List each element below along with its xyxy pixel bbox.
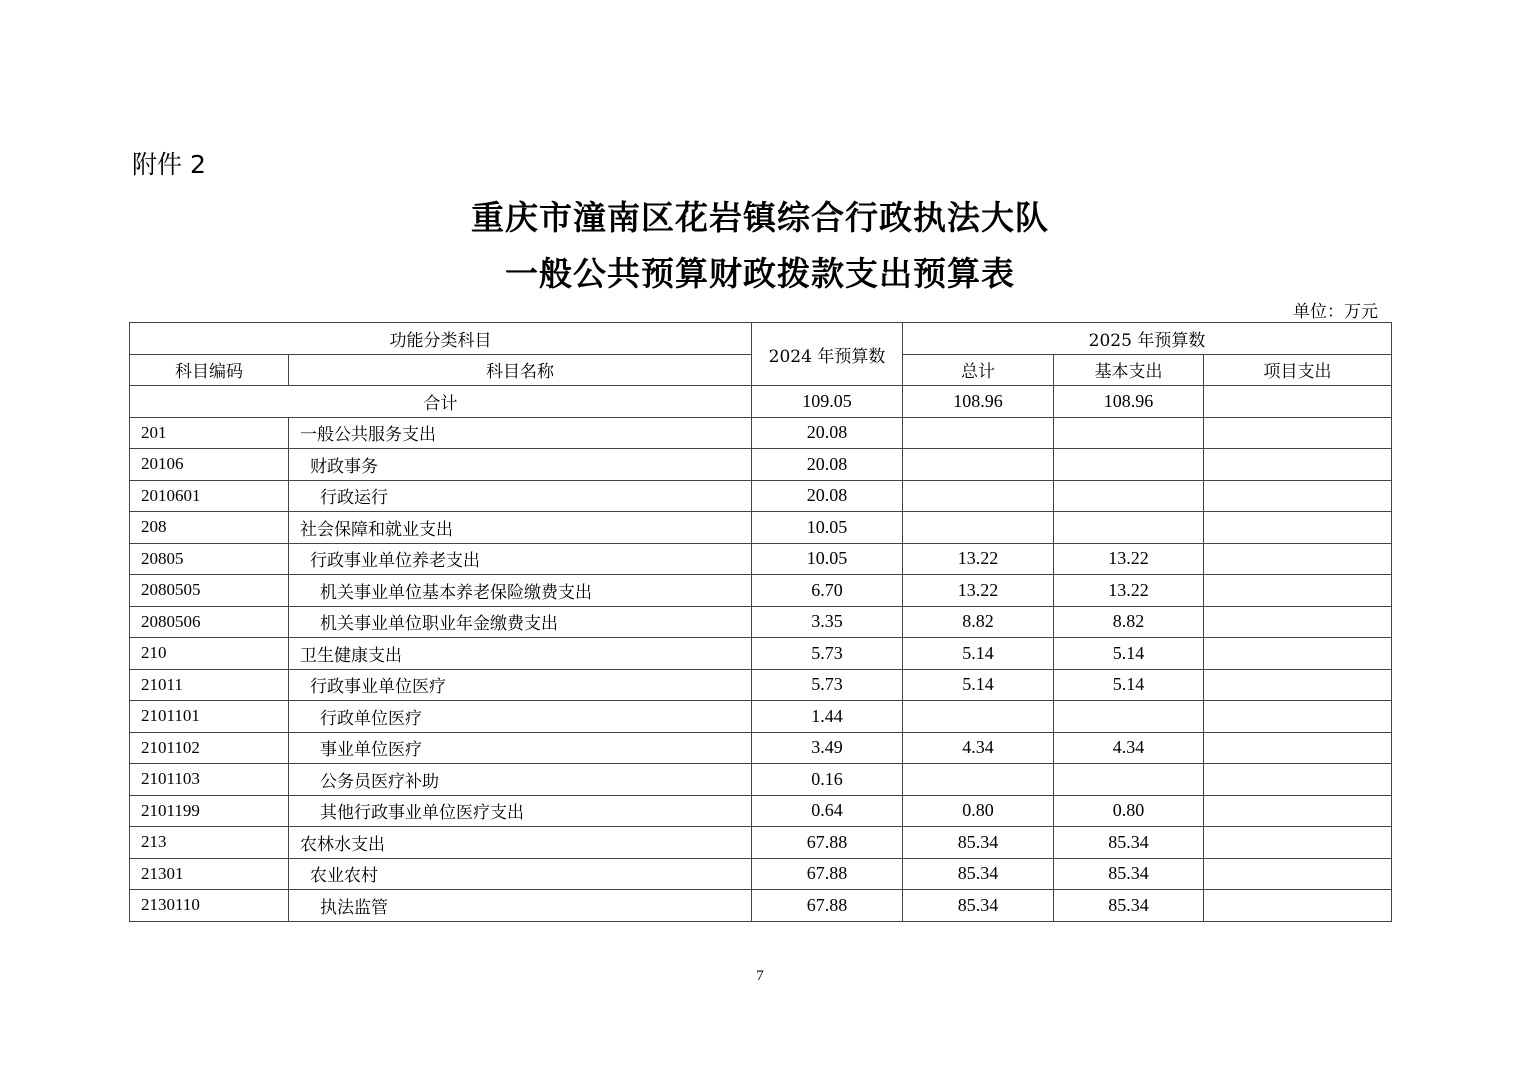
budget-2025-project-cell [1204,606,1392,638]
subject-name-cell: 财政事务 [289,449,752,481]
subject-name-cell: 机关事业单位基本养老保险缴费支出 [289,575,752,607]
budget-2025-project-cell [1204,764,1392,796]
table-row [130,638,1392,670]
subject-code-cell: 210 [130,638,289,670]
budget-2025-basic-cell [1054,417,1204,449]
subject-code-cell: 20805 [130,543,289,575]
document-title-line2: 一般公共预算财政拨款支出预算表 [505,254,1015,293]
subject-name-cell: 公务员医疗补助 [289,764,752,796]
subject-code-cell: 2101199 [130,795,289,827]
budget-2025-basic-cell: 85.34 [1054,858,1204,890]
budget-2024-cell: 6.70 [752,575,903,607]
subject-code-header: 科目编码 [130,354,289,386]
budget-2025-total-cell: 5.14 [903,669,1054,701]
table-row [130,512,1392,544]
budget-2025-total-cell [903,512,1054,544]
budget-2025-project-cell [1204,858,1392,890]
budget-2024-cell: 3.35 [752,606,903,638]
budget-2025-basic-cell: 4.34 [1054,732,1204,764]
subject-code-cell: 2101103 [130,764,289,796]
budget-2024-cell: 10.05 [752,543,903,575]
budget-2025-total-cell: 4.34 [903,732,1054,764]
budget-2025-project-cell [1204,732,1392,764]
budget-2025-project-cell [1204,827,1392,859]
document-title-line1: 重庆市潼南区花岩镇综合行政执法大队 [471,198,1049,237]
budget-2025-total-cell [903,417,1054,449]
budget-2024-cell: 3.49 [752,732,903,764]
budget-2025-project-cell [1204,701,1392,733]
subject-code-cell: 208 [130,512,289,544]
budget-2025-basic-cell [1054,512,1204,544]
budget-2025-project-cell [1204,512,1392,544]
budget-2025-project-cell [1204,669,1392,701]
table-row [130,795,1392,827]
table-row [130,480,1392,512]
table-row [130,543,1392,575]
table-row [130,701,1392,733]
budget-2025-total-cell [903,480,1054,512]
budget-2025-total-cell: 13.22 [903,543,1054,575]
budget-2025-basic-cell [1054,701,1204,733]
table-row [130,449,1392,481]
budget-2025-total-cell [903,701,1054,733]
budget-2025-basic-cell: 13.22 [1054,543,1204,575]
budget-2024-cell: 0.64 [752,795,903,827]
table-row [130,858,1392,890]
subject-name-cell: 行政单位医疗 [289,701,752,733]
budget-2024-header: 2024 年预算数 [752,323,903,386]
subject-name-cell: 农业农村 [289,858,752,890]
budget-2025-project-cell [1204,890,1392,922]
budget-2025-total-cell: 85.34 [903,858,1054,890]
table-row [130,732,1392,764]
subject-name-cell: 一般公共服务支出 [289,417,752,449]
budget-2024-cell: 10.05 [752,512,903,544]
subject-code-cell: 2010601 [130,480,289,512]
budget-2024-cell: 67.88 [752,858,903,890]
budget-2025-total-cell: 85.34 [903,827,1054,859]
budget-2025-total-cell: 0.80 [903,795,1054,827]
budget-2025-total-cell [903,449,1054,481]
subject-name-cell: 行政事业单位医疗 [289,669,752,701]
subject-name-cell: 其他行政事业单位医疗支出 [289,795,752,827]
budget-2025-basic-cell: 8.82 [1054,606,1204,638]
subject-name-cell: 事业单位医疗 [289,732,752,764]
table-row [130,890,1392,922]
budget-2025-project-cell [1204,480,1392,512]
subject-name-cell: 行政运行 [289,480,752,512]
budget-table [129,322,1392,922]
table-row [130,764,1392,796]
project-expenditure-header: 项目支出 [1204,354,1392,386]
subject-code-cell: 2080505 [130,575,289,607]
page-number: 7 [756,968,764,984]
total-2025-project-value [1204,386,1392,418]
total-2024-value: 109.05 [752,386,903,418]
subject-name-cell: 执法监管 [289,890,752,922]
subject-name-cell: 卫生健康支出 [289,638,752,670]
budget-2025-project-cell [1204,795,1392,827]
budget-2024-cell: 20.08 [752,449,903,481]
budget-2024-cell: 0.16 [752,764,903,796]
budget-2025-project-cell [1204,575,1392,607]
budget-2024-cell: 1.44 [752,701,903,733]
total-2025-total-value: 108.96 [903,386,1054,418]
subject-name-header: 科目名称 [289,354,752,386]
subject-name-cell: 机关事业单位职业年金缴费支出 [289,606,752,638]
total-label: 合计 [130,386,752,418]
attachment-label: 附件 2 [132,150,206,179]
unit-label: 单位：万元 [1293,302,1378,322]
total-header: 总计 [903,354,1054,386]
subject-code-cell: 20106 [130,449,289,481]
budget-2025-basic-cell [1054,480,1204,512]
budget-2025-basic-cell: 13.22 [1054,575,1204,607]
budget-2025-total-cell: 85.34 [903,890,1054,922]
budget-2025-project-cell [1204,638,1392,670]
budget-2025-project-cell [1204,543,1392,575]
table-row [130,827,1392,859]
subject-name-cell: 社会保障和就业支出 [289,512,752,544]
budget-2025-total-cell: 13.22 [903,575,1054,607]
header-row-1 [130,323,1392,355]
budget-2024-cell: 20.08 [752,417,903,449]
subject-code-cell: 2101101 [130,701,289,733]
budget-2025-basic-cell [1054,449,1204,481]
table-row [130,669,1392,701]
budget-2024-cell: 5.73 [752,669,903,701]
budget-2025-basic-cell: 5.14 [1054,669,1204,701]
budget-2025-total-cell [903,764,1054,796]
budget-2024-cell: 67.88 [752,890,903,922]
budget-2025-total-cell: 5.14 [903,638,1054,670]
subject-code-cell: 2101102 [130,732,289,764]
budget-2025-basic-cell [1054,764,1204,796]
budget-2025-header: 2025 年预算数 [903,323,1392,355]
table-row [130,606,1392,638]
subject-code-cell: 2130110 [130,890,289,922]
budget-2025-basic-cell: 85.34 [1054,890,1204,922]
budget-2024-cell: 67.88 [752,827,903,859]
subject-name-cell: 行政事业单位养老支出 [289,543,752,575]
table-row [130,575,1392,607]
subject-name-cell: 农林水支出 [289,827,752,859]
total-2025-basic-value: 108.96 [1054,386,1204,418]
budget-2024-cell: 5.73 [752,638,903,670]
budget-2025-basic-cell: 0.80 [1054,795,1204,827]
subject-code-cell: 213 [130,827,289,859]
budget-2024-cell: 20.08 [752,480,903,512]
subject-code-cell: 21301 [130,858,289,890]
budget-2025-project-cell [1204,417,1392,449]
subject-code-cell: 2080506 [130,606,289,638]
basic-expenditure-header: 基本支出 [1054,354,1204,386]
budget-2025-basic-cell: 85.34 [1054,827,1204,859]
total-row [130,386,1392,418]
function-category-header: 功能分类科目 [130,323,752,355]
budget-2025-project-cell [1204,449,1392,481]
subject-code-cell: 201 [130,417,289,449]
subject-code-cell: 21011 [130,669,289,701]
table-row [130,417,1392,449]
budget-2025-basic-cell: 5.14 [1054,638,1204,670]
budget-2025-total-cell: 8.82 [903,606,1054,638]
